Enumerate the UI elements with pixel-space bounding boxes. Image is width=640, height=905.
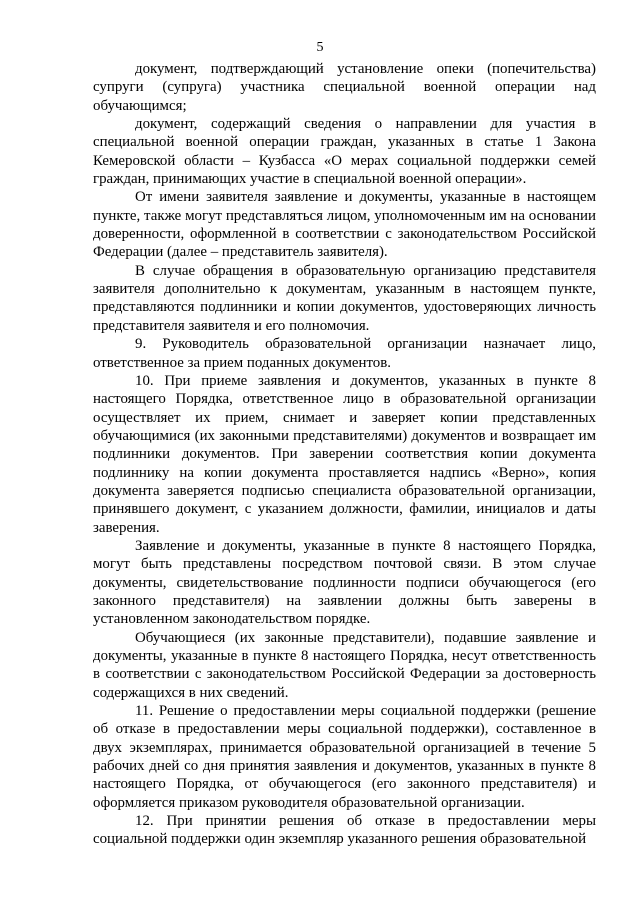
paragraph-responsibility: Обучающиеся (их законные представители), подавшие заявление и документы, указанные в пункте 8 настоящего Порядка, несут ответственность в соответствии с законодательством Российской Федерации за достоверность содержащихся в них сведений. [93,629,596,701]
paragraph-guardianship-document: документ, подтверждающий установление опеки (попечительства) супруги (супруга) участника специальной военной операции над обучающимся; [93,61,596,114]
paragraph-item-10: 10. При приеме заявления и документов, указанных в пункте 8 настоящего Порядка, ответственное лицо в образовательной организации осуществляет их прием, снимает и заверяет копии представленных обучающимися (их законными представителями) документов и возвращает им подлинники документов. При заверении соответствия копии документа подлиннику на копии документа проставляется надпись «Верно», копия документа заверяется подписью специалиста образовательной организации, принявшего документ, с указанием должности, фамилии, инициалов и даты заверения. [93,372,596,536]
paragraph-representative-documents: В случае обращения в образовательную организацию представителя заявителя дополнительно к документам, указанным в настоящем пункте, представляются подлинники и копии документов, удостоверяющих личность представителя заявителя и его полномочия. [93,262,596,334]
paragraph-item-12: 12. При принятии решения об отказе в предоставлении меры социальной поддержки один экземпляр указанного решения образовательной [93,813,596,848]
paragraph-representative: От имени заявителя заявление и документы, указанные в настоящем пункте, также могут представляться лицом, уполномоченным им на основании доверенности, оформленной в соответствии с законодательством Российской Федерации (далее – представитель заявителя). [93,189,596,261]
paragraph-item-11: 11. Решение о предоставлении меры социальной поддержки (решение об отказе в предоставлении меры социальной поддержки), составленное в двух экземплярах, принимается образовательной организацией в течение 5 рабочих дней со дня принятия заявления и документов, указанных в пункте 8 настоящего Порядка, от обучающегося (его законного представителя) и оформляется приказом руководителя образовательной организации. [93,703,596,811]
paragraph-operation-referral-document: документ, содержащий сведения о направлении для участия в специальной военной операции граждан, указанных в статье 1 Закона Кемеровской области – Кузбасса «О мерах социальной поддержки семей граждан, принимающих участие в специальной военной операции». [93,116,596,188]
page-number: 5 [316,40,324,55]
paragraph-postal-submission: Заявление и документы, указанные в пункте 8 настоящего Порядка, могут быть представлены посредством почтовой связи. В этом случае документы, свидетельствование подлинности подписи обучающегося (его законного представителя) на заявлении должны быть заверены в установленном законодательством порядке. [93,537,596,628]
paragraph-item-9: 9. Руководитель образовательной организации назначает лицо, ответственное за прием поданных документов. [93,336,596,371]
document-body [93,60,596,849]
